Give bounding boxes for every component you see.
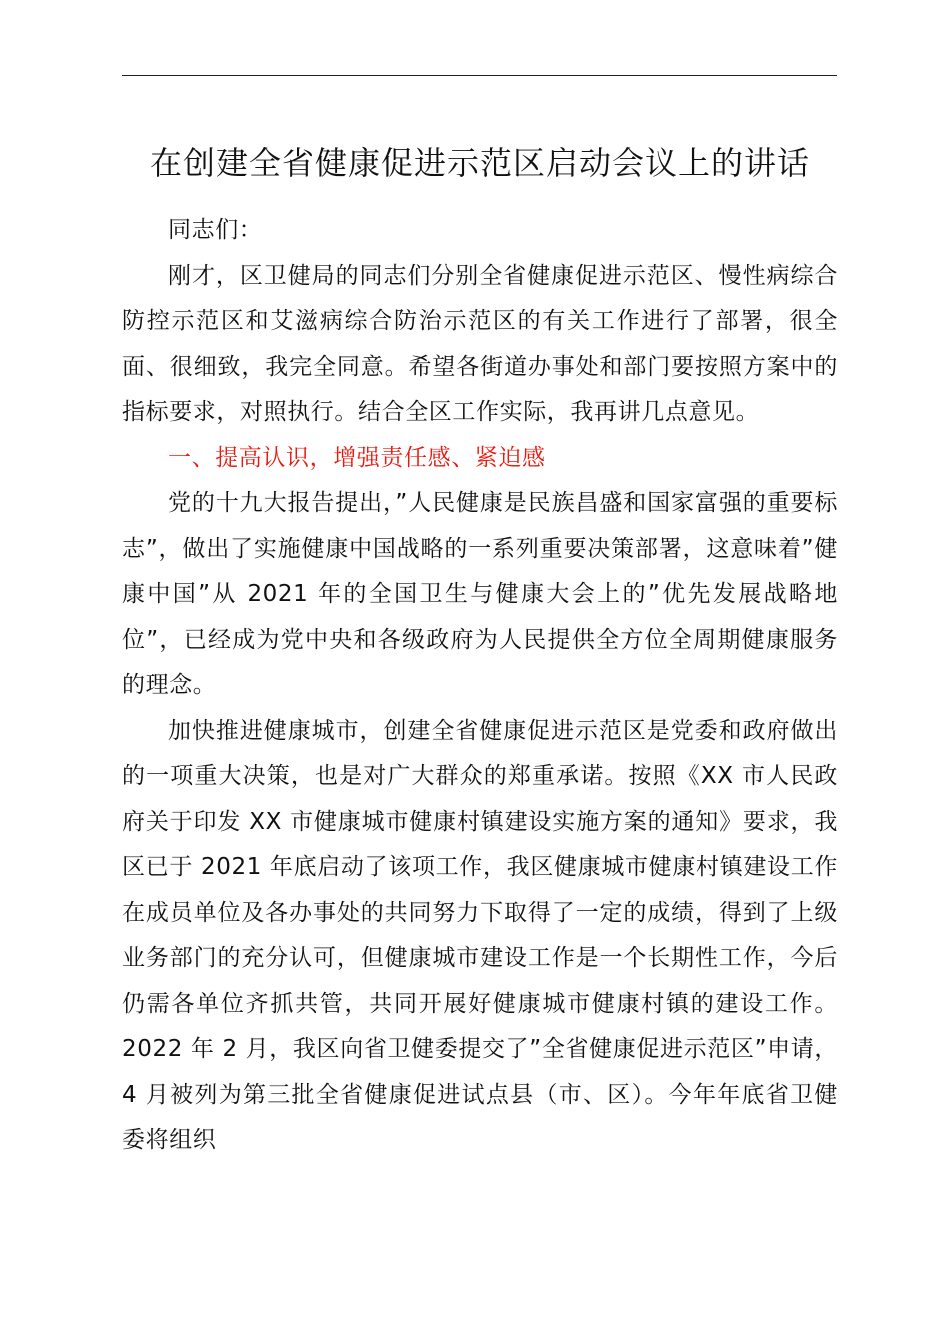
paragraph-section-1: 党的十九大报告提出，”人民健康是民族昌盛和国家富强的重要标志”，做出了实施健康中国战略的一系列重要决策部署，这意味着”健康中国”从 2021 年的全国卫生与健康大会上的”优先发展战略地位”，已经成为党中央和各级政府为人民提供全方位全周期健康服务的理念。 bbox=[122, 490, 838, 698]
paragraph-intro: 刚才，区卫健局的同志们分别全省健康促进示范区、慢性病综合防控示范区和艾滋病综合防治示范区的有关工作进行了部署，很全面、很细致，我完全同意。希望各街道办事处和部门要按照方案中的指标要求，对照执行。结合全区工作实际，我再讲几点意见。 bbox=[122, 262, 838, 425]
document-body bbox=[122, 208, 838, 1164]
salutation: 同志们： bbox=[168, 217, 263, 243]
paragraph-section-2: 加快推进健康城市，创建全省健康促进示范区是党委和政府做出的一项重大决策，也是对广大群众的郑重承诺。按照《XX 市人民政府关于印发 XX 市健康城市健康村镇建设实施方案的通知》要求，我区已于 2021 年底启动了该项工作，我区健康城市健康村镇建设工作在成员单位及各办事处的共同努力下取得了一定的成绩，得到了上级业务部门的充分认可，但健康城市建设工作是一个长期性工作，今后仍需各单位齐抓共管，共同开展好健康城市健康村镇的建设工作。2022 年 2 月，我区向省卫健委提交了”全省健康促进示范区”申请，4 月被列为第三批全省健康促进试点县（市、区）。今年年底省卫健委将组织 bbox=[122, 717, 838, 1153]
document-title: 在创建全省健康促进示范区启动会议上的讲话 bbox=[149, 144, 810, 182]
header-rule bbox=[122, 75, 837, 76]
section-heading: 一、提高认识，增强责任感、紧迫感 bbox=[168, 444, 546, 471]
